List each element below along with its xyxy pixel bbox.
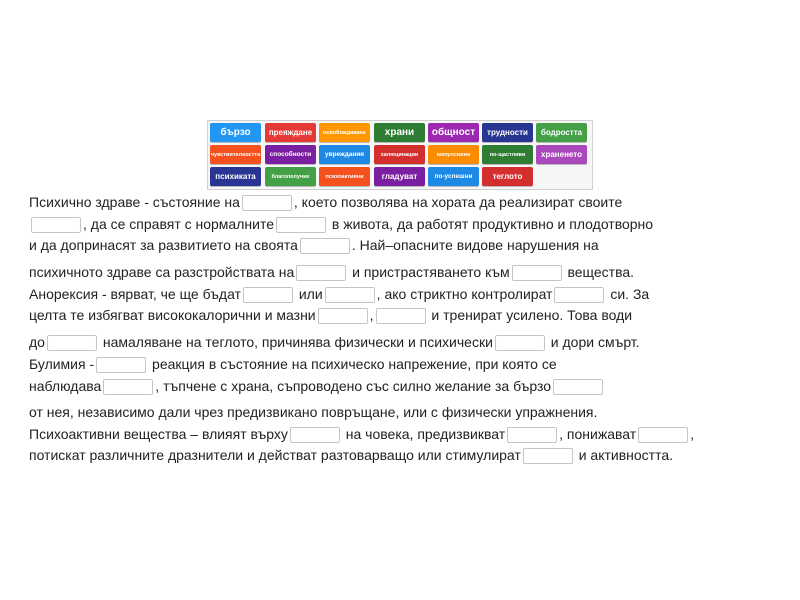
text: и дори смърт.: [546, 334, 640, 350]
blank-box[interactable]: [300, 238, 350, 254]
passage-line: [29, 446, 673, 464]
text: и пристрастяването към: [348, 264, 510, 280]
text: потискат различните дразнители и действат разтоварващо или стимулират: [29, 447, 521, 463]
text: Психично здраве - състояние на: [29, 194, 240, 210]
word-tile[interactable]: храненето: [536, 145, 587, 164]
blank-box[interactable]: [242, 195, 292, 211]
text: целта те избягват висококалорични и мазни: [29, 307, 316, 323]
word-tile[interactable]: храни: [374, 123, 425, 142]
blank-box[interactable]: [296, 265, 346, 281]
blank-box[interactable]: [290, 427, 340, 443]
text: и тренират усилено. Това води: [427, 307, 633, 323]
text: , да се справят с нормалните: [83, 216, 274, 232]
passage-line: [29, 403, 597, 421]
blank-box[interactable]: [103, 379, 153, 395]
blank-box[interactable]: [523, 448, 573, 464]
blank-box[interactable]: [512, 265, 562, 281]
blank-box[interactable]: [638, 427, 688, 443]
text: , понижават: [559, 426, 637, 442]
text: или: [294, 286, 323, 302]
blank-box[interactable]: [318, 308, 368, 324]
text: Булимия -: [29, 356, 95, 372]
word-tile[interactable]: психоактивни: [319, 167, 370, 186]
word-tile[interactable]: по-успешни: [428, 167, 479, 186]
word-tile[interactable]: по-щастливи: [482, 145, 533, 164]
text: и да допринасят за развитието на своята: [29, 237, 298, 253]
passage-line: [29, 333, 640, 351]
passage-line: [29, 306, 632, 324]
blank-box[interactable]: [553, 379, 603, 395]
blank-box[interactable]: [376, 308, 426, 324]
passage-line: [29, 263, 634, 281]
text: , тъпчене с храна, съпроводено със силно желание за бързо: [155, 378, 552, 394]
word-tile[interactable]: импулсивно: [428, 145, 479, 164]
blank-box[interactable]: [276, 217, 326, 233]
text: , което позволява на хората да реализират своите: [293, 194, 623, 210]
passage-line: [29, 285, 649, 303]
passage-line: [29, 236, 599, 254]
text: си. За: [606, 286, 650, 302]
word-tile[interactable]: преяждане: [265, 123, 316, 142]
text: психичното здраве са разстройствата на: [29, 264, 295, 280]
passage-line: [29, 193, 622, 211]
blank-box[interactable]: [96, 357, 146, 373]
word-tile[interactable]: гладуват: [374, 167, 425, 186]
text: . Най–опасните видове нарушения на: [351, 237, 599, 253]
blank-box[interactable]: [554, 287, 604, 303]
blank-box[interactable]: [495, 335, 545, 351]
text: ,: [369, 307, 374, 323]
text: , ако стриктно контролират: [376, 286, 553, 302]
blank-box[interactable]: [507, 427, 557, 443]
word-tile[interactable]: бързо: [210, 123, 261, 142]
word-tile[interactable]: общност: [428, 123, 479, 142]
word-tile[interactable]: благополучие: [265, 167, 316, 186]
text: до: [29, 334, 45, 350]
word-tile[interactable]: способности: [265, 145, 316, 164]
text: ,: [690, 426, 695, 442]
word-tile[interactable]: увреждания: [319, 145, 370, 164]
passage-line: [29, 215, 653, 233]
text: Психоактивни вещества – влияят върху: [29, 426, 288, 442]
text: в живота, да работят продуктивно и плодотворно: [327, 216, 654, 232]
word-tile[interactable]: бодростта: [536, 123, 587, 142]
text: наблюдава: [29, 378, 102, 394]
passage-line: [29, 355, 557, 373]
word-bank: [207, 120, 593, 190]
passage-line: [29, 377, 605, 395]
word-tile[interactable]: психиката: [210, 167, 261, 186]
blank-box[interactable]: [325, 287, 375, 303]
word-tile[interactable]: освобождаване: [319, 123, 370, 142]
blank-box[interactable]: [31, 217, 81, 233]
passage-line: [29, 425, 694, 443]
text: вещества.: [563, 264, 635, 280]
text: на човека, предизвикват: [341, 426, 506, 442]
text: намаляване на теглото, причинява физически и психически: [98, 334, 493, 350]
word-tile[interactable]: чувствителността: [210, 145, 261, 164]
text: и активността.: [574, 447, 674, 463]
text: Анорексия - вярват, че ще бъдат: [29, 286, 241, 302]
word-tile[interactable]: теглото: [482, 167, 533, 186]
word-tile[interactable]: трудности: [482, 123, 533, 142]
text: реакция в състояние на психическо напрежение, при която се: [148, 356, 557, 372]
blank-box[interactable]: [243, 287, 293, 303]
text: от нея, независимо дали чрез предизвикано повръщане, или с физически упражнения.: [29, 404, 598, 420]
blank-box[interactable]: [47, 335, 97, 351]
word-tile[interactable]: халюцинации: [374, 145, 425, 164]
